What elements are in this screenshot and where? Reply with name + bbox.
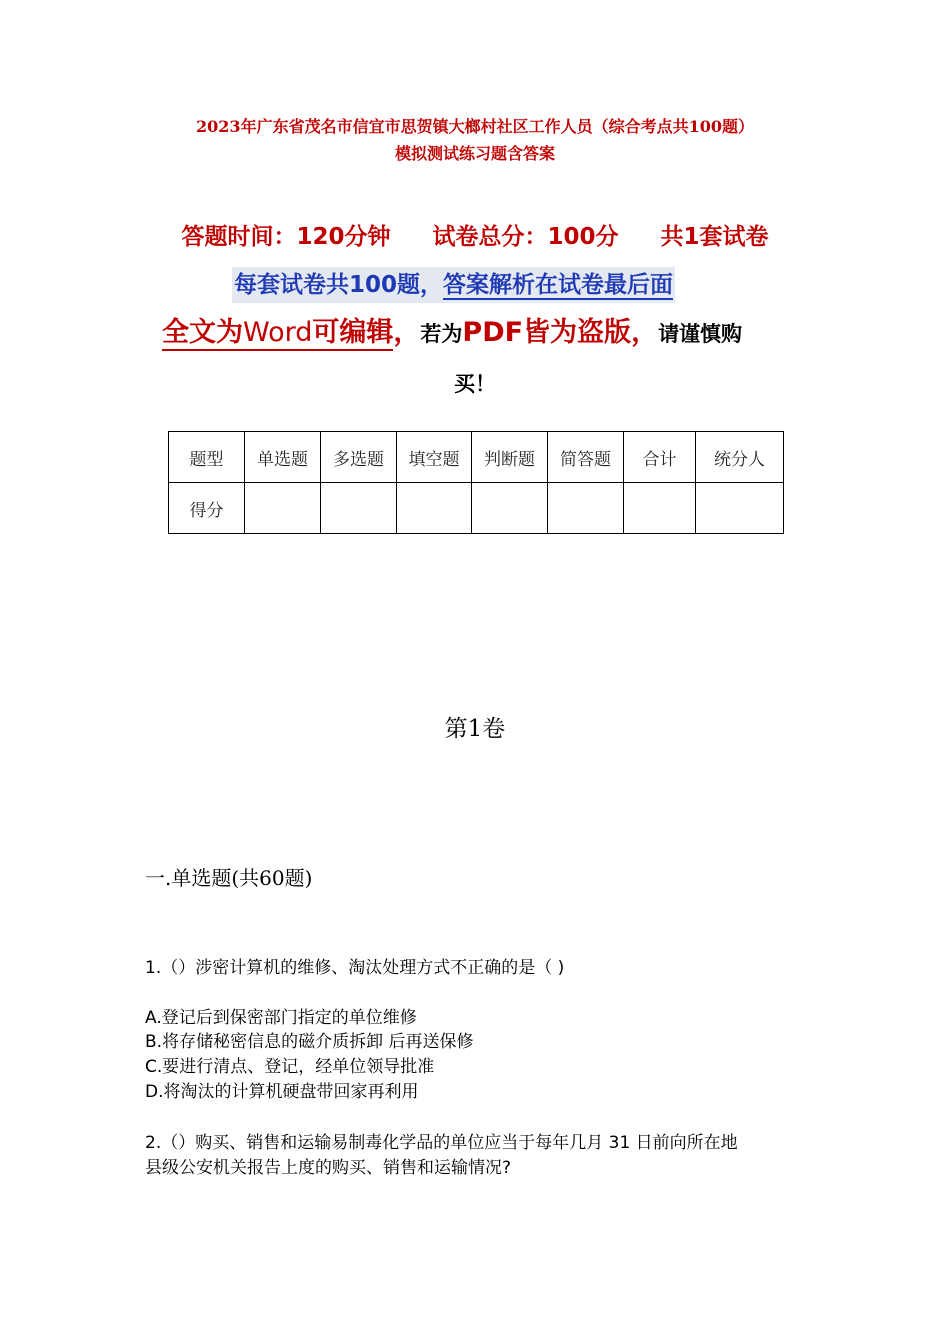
header-cell: 合计 — [624, 432, 696, 483]
pdf-piracy-label: PDF皆为盗版 — [462, 317, 632, 348]
option-c: C.要进行清点、登记，经单位领导批准 — [145, 1057, 435, 1077]
careful-label: 请谨慎购 — [658, 322, 743, 346]
score-cell[interactable] — [321, 483, 397, 534]
header-cell: 判断题 — [472, 432, 548, 483]
document-title — [90, 113, 860, 167]
if-label: 若为 — [420, 322, 463, 346]
score-cell[interactable] — [624, 483, 696, 534]
buy-label: 买！ — [454, 372, 496, 396]
copyright-warning — [162, 310, 802, 349]
option-b: B.将存储秘密信息的磁介质拆卸 后再送保修 — [145, 1032, 474, 1052]
editable-label: 可编辑 — [312, 317, 394, 348]
section-heading: 一.单选题(共60题) — [145, 866, 313, 890]
header-cell: 简答题 — [548, 432, 624, 483]
volume-heading: 第1卷 — [444, 716, 506, 742]
title-line-2: 模拟测试练习题含答案 — [394, 144, 555, 163]
notice-question-count: 每套试卷共100题， — [234, 272, 444, 298]
question-stem-continued: 县级公安机关报告上度的购买、销售和运输情况? — [145, 1158, 512, 1178]
answer-notice — [232, 267, 675, 303]
header-cell: 多选题 — [321, 432, 397, 483]
score-cell[interactable] — [397, 483, 472, 534]
row-label-cell: 得分 — [169, 483, 245, 534]
score-cell[interactable] — [245, 483, 321, 534]
warning-comma-1: ， — [393, 317, 421, 348]
full-text-label: 全文为 — [162, 317, 243, 348]
header-cell: 统分人 — [696, 432, 784, 483]
warning-comma-2: ， — [631, 317, 659, 348]
question-stem: 1.（）涉密计算机的维修、淘汰处理方式不正确的是（ ) — [145, 958, 565, 978]
exam-set-count: 共1套试卷 — [660, 224, 769, 250]
score-table — [168, 431, 784, 534]
option-d: D.将淘汰的计算机硬盘带回家再利用 — [145, 1082, 419, 1102]
option-a: A.登记后到保密部门指定的单位维修 — [145, 1008, 417, 1028]
title-line-1: 2023年广东省茂名市信宜市思贺镇大榔村社区工作人员（综合考点共100题） — [196, 117, 754, 136]
editable-claim — [162, 317, 394, 351]
exam-meta — [0, 218, 950, 251]
header-cell: 单选题 — [245, 432, 321, 483]
score-cell[interactable] — [548, 483, 624, 534]
score-cell[interactable] — [472, 483, 548, 534]
score-table-score-row — [169, 483, 784, 534]
score-cell[interactable] — [696, 483, 784, 534]
notice-answer-location: 答案解析在试卷最后面 — [443, 272, 674, 298]
score-table-header-row — [169, 432, 784, 483]
question-stem: 2.（）购买、销售和运输易制毒化学品的单位应当于每年几月 31 日前向所在地 — [145, 1133, 738, 1153]
header-cell: 题型 — [169, 432, 245, 483]
header-cell: 填空题 — [397, 432, 472, 483]
exam-time: 答题时间：120分钟 — [181, 224, 391, 250]
word-label: Word — [243, 317, 313, 348]
exam-total-score: 试卷总分：100分 — [432, 224, 619, 250]
